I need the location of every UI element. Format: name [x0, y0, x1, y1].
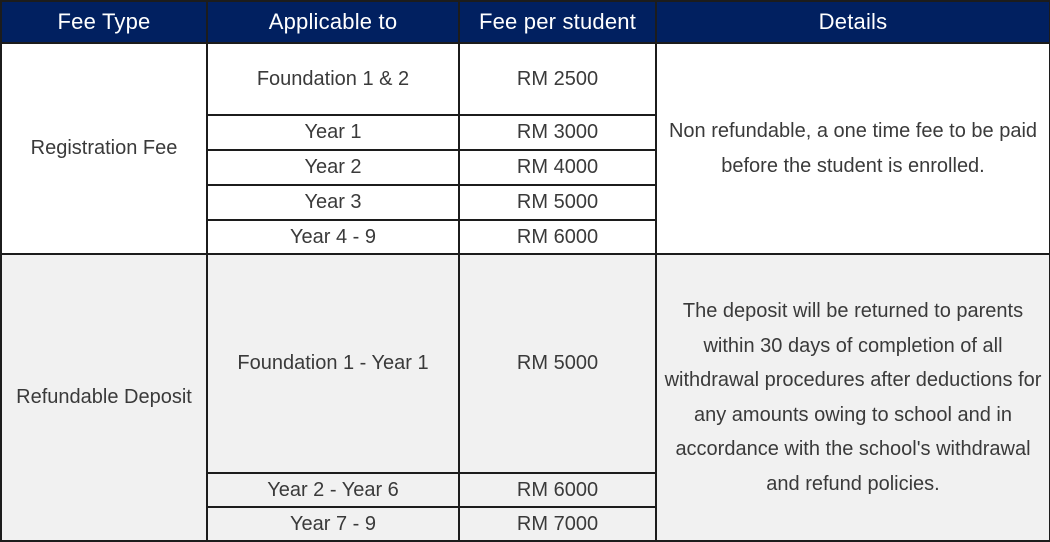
applicable-to-cell: Year 2: [207, 150, 459, 185]
applicable-to-cell: Year 2 - Year 6: [207, 473, 459, 507]
fee-cell: RM 7000: [459, 507, 656, 541]
table-row: [1, 43, 1050, 115]
fee-type-cell: Registration Fee: [1, 43, 207, 254]
header-row: [1, 1, 1050, 43]
fee-cell: RM 5000: [459, 185, 656, 220]
fee-type-cell: Refundable Deposit: [1, 254, 207, 541]
fee-cell: RM 6000: [459, 220, 656, 254]
applicable-to-cell: Year 3: [207, 185, 459, 220]
header-applicable-to: Applicable to: [207, 1, 459, 43]
fee-cell: RM 5000: [459, 254, 656, 473]
header-details: Details: [656, 1, 1050, 43]
details-cell: Non refundable, a one time fee to be paid before the student is enrolled.: [656, 43, 1050, 254]
fee-cell: RM 3000: [459, 115, 656, 150]
applicable-to-cell: Year 4 - 9: [207, 220, 459, 254]
applicable-to-cell: Year 1: [207, 115, 459, 150]
fee-cell: RM 4000: [459, 150, 656, 185]
applicable-to-cell: Foundation 1 - Year 1: [207, 254, 459, 473]
applicable-to-cell: Year 7 - 9: [207, 507, 459, 541]
table-row: [1, 254, 1050, 473]
details-cell: The deposit will be returned to parents within 30 days of completion of all withdrawal procedures after deductions for any amounts owing to school and in accordance with the school's withdrawal and refund policies.: [656, 254, 1050, 541]
fee-cell: RM 2500: [459, 43, 656, 115]
applicable-to-cell: Foundation 1 & 2: [207, 43, 459, 115]
header-fee-type: Fee Type: [1, 1, 207, 43]
fee-cell: RM 6000: [459, 473, 656, 507]
header-fee-per-student: Fee per student: [459, 1, 656, 43]
